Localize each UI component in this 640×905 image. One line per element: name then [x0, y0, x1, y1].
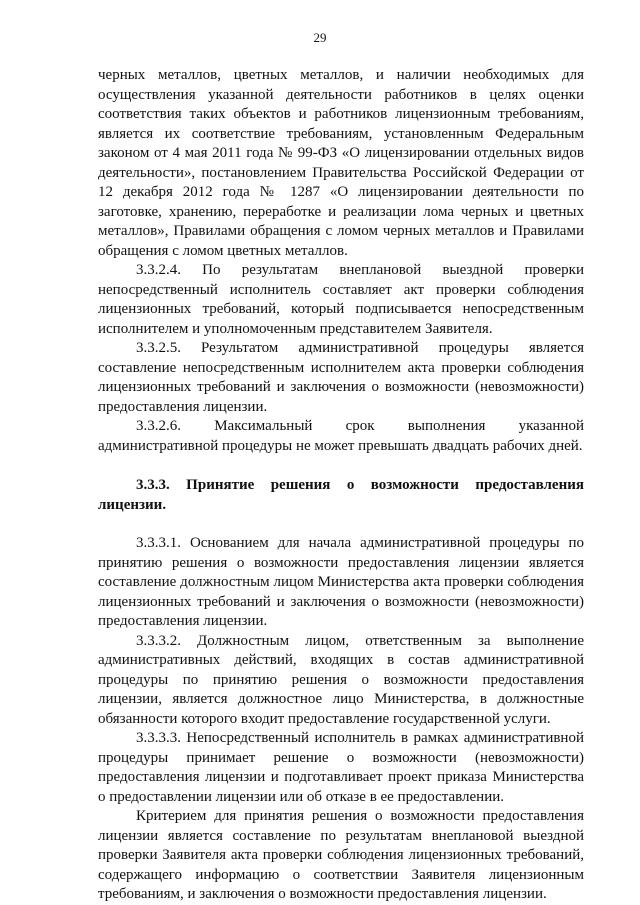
paragraph-3-3-3-2: 3.3.3.2. Должностным лицом, ответственным за выполнение административных действий, входящих в состав административной процедуры по принятию решения о возможности предоставления лицензии, является должностное лицо Министерства, в должностные обязанности которого входит предоставление государственной услуги. [98, 632, 584, 727]
paragraph-3-3-3-3: 3.3.3.3. Непосредственный исполнитель в рамках административной процедуры принимает решение о возможности (невозможности) предоставления лицензии и подготавливает проект приказа Министерства о предоставлении лицензии или об отказе в ее предоставлении. [98, 730, 584, 805]
paragraph-continued: черных металлов, цветных металлов, и наличии необходимых для осуществления указанной деятельности работников в целях оценки соответствия таких объектов и работников лицензионным требованиям, является их соответствие требованиям, установленным Федеральным законом от 4 мая 2011 года № 99-ФЗ «О лицензировании отдельных видов деятельности», постановлением Правительства Российской Федерации от 12 декабря 2012 года № 1287 «О лицензировании деятельности по заготовке, хранению, переработке и реализации лома черных и цветных металлов», Правилами обращения с ломом черных металлов и Правилами обращения с ломом цветных металлов. [98, 67, 584, 259]
paragraph-3-3-2-5: 3.3.2.5. Результатом административной процедуры является составление непосредственным исполнителем акта проверки соблюдения лицензионных требований и заключения о возможности (невозможности) предоставления лицензии. [98, 340, 584, 415]
paragraph-3-3-2-6: 3.3.2.6. Максимальный срок выполнения указанной административной процедуры не может превышать двадцать рабочих дней. [98, 418, 584, 454]
page-number: 29 [313, 30, 327, 45]
paragraph-criterion: Критерием для принятия решения о возможности предоставления лицензии является составление по результатам внеплановой выездной проверки Заявителя акта проверки соблюдения лицензионных требований, содержащего информацию о соответствии Заявителя лицензионным требованиям, и заключения о возможности предоставления лицензии. [98, 808, 584, 902]
document-body [98, 66, 584, 905]
paragraph-3-3-3-1: 3.3.3.1. Основанием для начала административной процедуры по принятию решения о возможности предоставления лицензии является составление должностным лицом Министерства акта проверки соблюдения лицензионных требований и заключения о возможности (невозможности) предоставления лицензии. [98, 535, 584, 629]
paragraph-3-3-2-4: 3.3.2.4. По результатам внеплановой выездной проверки непосредственный исполнитель составляет акт проверки соблюдения лицензионных требований, который подписывается непосредственным исполнителем и уполномоченным представителем Заявителя. [98, 262, 584, 337]
section-heading-3-3-3: 3.3.3. Принятие решения о возможности предоставления лицензии. [98, 477, 584, 513]
